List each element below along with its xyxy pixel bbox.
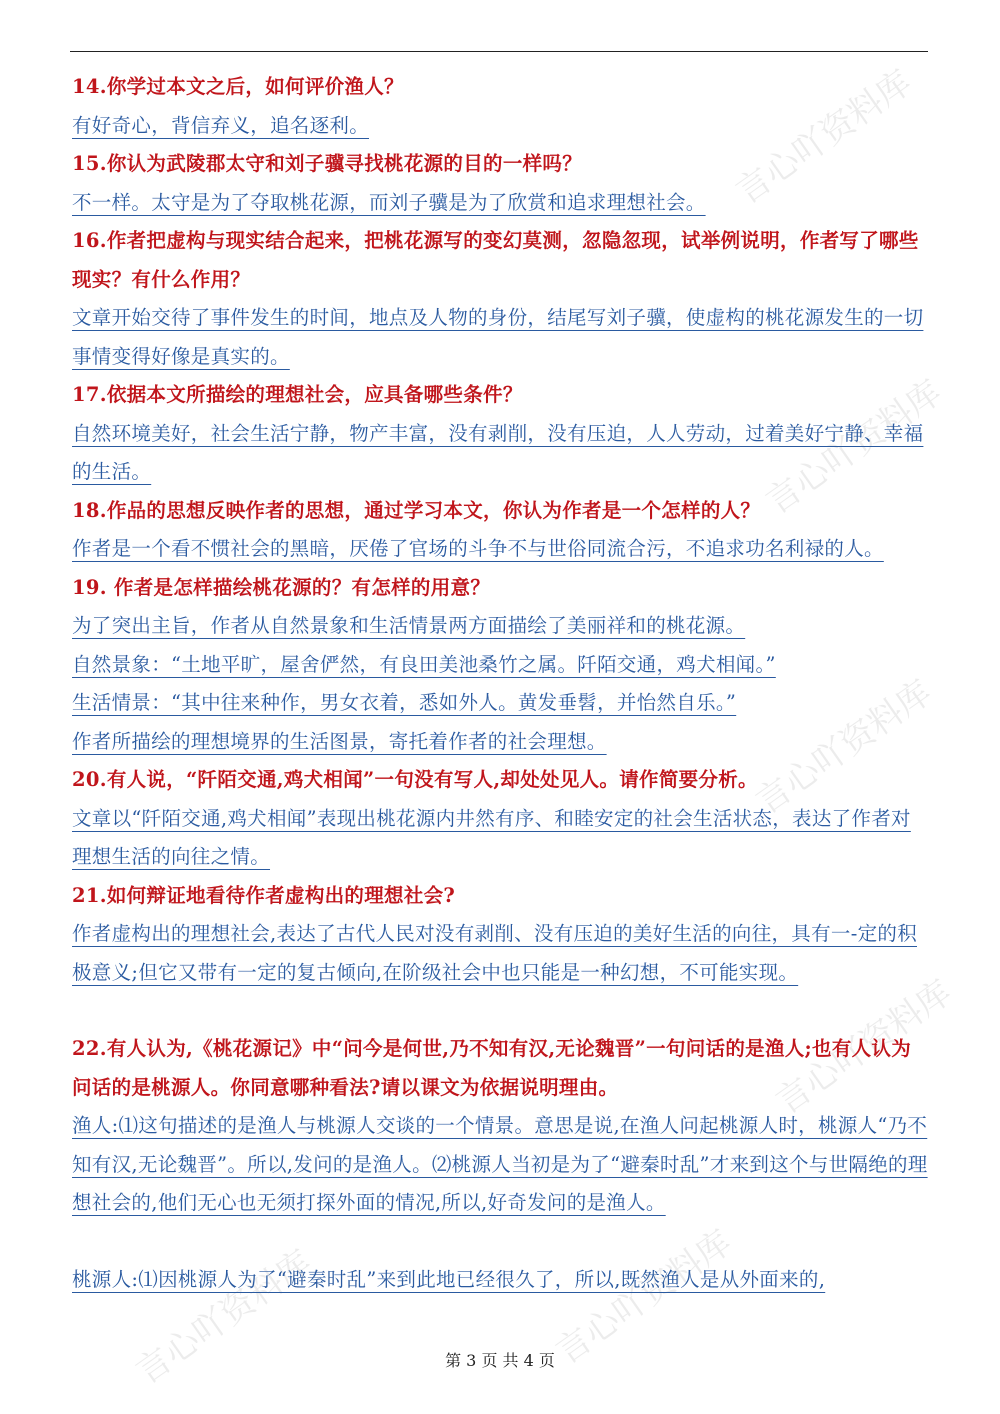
question: 17.依据本文所描绘的理想社会，应具备哪些条件？	[72, 383, 523, 406]
answer-text: 自然景象：“土地平旷，屋舍俨然，有良田美池桑竹之属。阡陌交通，鸡犬相闻。”	[72, 652, 776, 676]
answer-text: 渔人:⑴这句描述的是渔人与桃源人交谈的一个情景。意思是说,在渔人问起桃源人时，桃源人“乃不知有汉,无论魏晋”。所以,发问的是渔人。⑵桃源人当初是为了“避秦时乱”才来到这个与世隔绝的理想社会的,他们无心也无须打探外面的情况,所以,好奇发问的是渔人。	[72, 1114, 928, 1214]
question: 14.你学过本文之后，如何评价渔人？	[72, 75, 404, 98]
section-gap	[72, 992, 930, 1030]
question: 20.有人说，“阡陌交通,鸡犬相闻”一句没有写人,却处处见人。请作简要分析。	[72, 768, 758, 791]
page-footer: 第 3 页 共 4 页	[445, 1351, 555, 1370]
answer	[72, 723, 930, 762]
answer	[72, 684, 930, 723]
watermark: 言心吖资料库	[128, 1242, 320, 1393]
question: 18.作品的思想反映作者的思想，通过学习本文，你认为作者是一个怎样的人？	[72, 498, 761, 522]
header-rule	[70, 51, 928, 52]
answer	[72, 646, 930, 685]
answer	[72, 1261, 930, 1300]
watermark: 言心吖资料库	[548, 1222, 740, 1373]
section-gap	[72, 1223, 930, 1261]
answer-text: 自然环境美好，社会生活宁静，物产丰富，没有剥削，没有压迫，人人劳动，过着美好宁静、幸福的生活。	[72, 421, 924, 483]
watermark: 言心吖资料库	[758, 372, 950, 523]
answer	[72, 184, 930, 223]
question: 19. 作者是怎样描绘桃花源的？有怎样的用意？	[72, 575, 491, 599]
answer	[72, 915, 930, 992]
answer-text: 有好奇心，背信弃义，追名逐利。	[72, 113, 370, 137]
qa-content	[72, 68, 930, 1299]
answer-text: 文章以“阡陌交通,鸡犬相闻”表现出桃花源内井然有序、和睦安定的社会生活状态，表达了作者对理想生活的向往之情。	[72, 806, 911, 868]
question: 22.有人认为,《桃花源记》中“问今是何世,乃不知有汉,无论魏晋”一句问话的是渔人;也有人认为问话的是桃源人。你同意哪种看法?请以课文为依据说明理由。	[72, 1037, 912, 1099]
answer-text: 文章开始交待了事件发生的时间，地点及人物的身份，结尾写刘子骥，使虚构的桃花源发生的一切事情变得好像是真实的。	[72, 306, 924, 368]
answer	[72, 299, 930, 376]
answer	[72, 415, 930, 492]
answer	[72, 607, 930, 646]
question: 21.如何辩证地看待作者虚构出的理想社会?	[72, 883, 456, 907]
question: 15.你认为武陵郡太守和刘子骥寻找桃花源的目的一样吗？	[72, 152, 583, 175]
answer	[72, 1107, 930, 1223]
answer	[72, 530, 930, 569]
answer-text: 作者所描绘的理想境界的生活图景，寄托着作者的社会理想。	[72, 729, 607, 753]
answer-text: 不一样。太守是为了夺取桃花源，而刘子骥是为了欣赏和追求理想社会。	[72, 190, 706, 214]
watermark: 言心吖资料库	[748, 672, 940, 823]
watermark: 言心吖资料库	[728, 62, 920, 213]
watermark: 言心吖资料库	[768, 972, 960, 1123]
answer-text: 作者是一个看不惯社会的黑暗，厌倦了官场的斗争不与世俗同流合污，不追求功名利禄的人。	[72, 537, 884, 560]
answer	[72, 800, 930, 877]
answer	[72, 107, 930, 146]
answer-text: 桃源人:⑴因桃源人为了“避秦时乱”来到此地已经很久了，所以,既然渔人是从外面来的,	[72, 1267, 826, 1291]
answer-text: 作者虚构出的理想社会,表达了古代人民对没有剥削、没有压迫的美好生活的向往，具有一-定的积极意义;但它又带有一定的复古倾向,在阶级社会中也只能是一种幻想，不可能实现。	[72, 922, 917, 984]
answer-text: 生活情景：“其中往来种作，男女衣着，悉如外人。黄发垂髫，并怡然自乐。”	[72, 691, 737, 714]
answer-text: 为了突出主旨，作者从自然景象和生活情景两方面描绘了美丽祥和的桃花源。	[72, 614, 746, 637]
question: 16.作者把虚构与现实结合起来，把桃花源写的变幻莫测，忽隐忽现，试举例说明，作者写了哪些现实？有什么作用？	[72, 229, 919, 291]
